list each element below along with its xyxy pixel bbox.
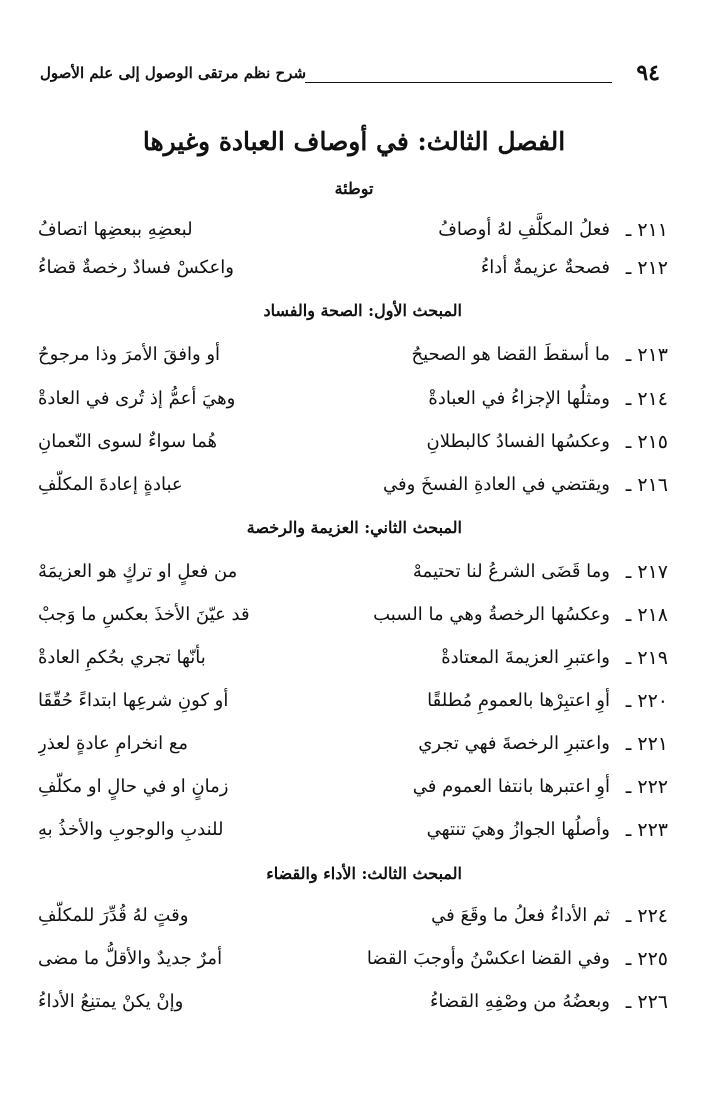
- verse-first-hemistich: وعكسُها الفسادُ كالبطلانِ: [426, 431, 610, 452]
- verse-number: ٢١٦ ـ: [625, 474, 668, 496]
- verse-row: [38, 422, 668, 462]
- verse-second-hemistich: مع انخرامِ عادةٍ لعذرِ: [38, 733, 189, 754]
- verse-row: [38, 982, 668, 1022]
- verse-second-hemistich: واعكسْ فسادٌ رخصةٌ قضاءُ: [38, 257, 234, 278]
- header-rule: [305, 82, 612, 83]
- verse-number: ٢١٥ ـ: [625, 431, 668, 453]
- verse-first-hemistich: ثم الأداءُ فعلُ ما وقَعَ في: [431, 905, 610, 926]
- verse-first-hemistich: وعكسُها الرخصةُ وهي ما السبب: [373, 604, 610, 625]
- verse-second-hemistich: وإنْ يكنْ يمتنِعُ الأداءُ: [38, 991, 184, 1012]
- verse-number: ٢١١ ـ: [625, 219, 668, 241]
- chapter-title: الفصل الثالث: في أوصاف العبادة وغيرها: [142, 127, 566, 156]
- verse-row: [38, 724, 668, 764]
- verse-first-hemistich: ومثلُها الإجزاءُ في العبادةْ: [428, 388, 610, 409]
- verse-row: [38, 465, 668, 505]
- verse-row: [38, 939, 668, 979]
- verse-number: ٢٢٣ ـ: [625, 819, 668, 841]
- verse-row: [38, 681, 668, 721]
- verse-row: [38, 595, 668, 635]
- verse-first-hemistich: وبعضُهُ من وصْفِهِ القضاءُ: [429, 991, 610, 1012]
- verse-number: ٢٢٢ ـ: [625, 776, 668, 798]
- verse-row: [38, 379, 668, 419]
- verse-second-hemistich: أمرٌ جديدٌ والأقلُّ ما مضى: [38, 948, 223, 969]
- section-title-performance: المبحث الثالث: الأداء والقضاء: [266, 864, 462, 883]
- verse-number: ٢١٣ ـ: [625, 344, 668, 366]
- verse-second-hemistich: وقتٍ لهُ قُدِّرَ للمكلّفِ: [38, 905, 189, 926]
- verse-row: [38, 810, 668, 850]
- verse-number: ٢٢٥ ـ: [625, 948, 668, 970]
- verse-second-hemistich: هُما سواءٌ لسوى النّعمانِ: [38, 431, 218, 452]
- verse-row: [38, 552, 668, 592]
- verse-row: [38, 335, 668, 375]
- verse-row: [38, 248, 668, 288]
- verse-number: ٢٢٦ ـ: [625, 991, 668, 1013]
- verse-first-hemistich: وما قَضَى الشرعُ لنا تحتيمهْ: [412, 561, 610, 582]
- running-title: شرح نظم مرتقى الوصول إلى علم الأصول: [40, 64, 307, 82]
- verse-second-hemistich: زمانٍ او في حالٍ او مكلّفِ: [38, 776, 229, 797]
- verse-second-hemistich: من فعلٍ او تركٍ هو العزيمَهْ: [38, 561, 238, 582]
- verse-number: ٢١٧ ـ: [625, 561, 668, 583]
- verse-number: ٢١٨ ـ: [625, 604, 668, 626]
- verse-number: ٢١٢ ـ: [625, 257, 668, 279]
- section-title-resolution: المبحث الثاني: العزيمة والرخصة: [246, 518, 462, 537]
- verse-first-hemistich: ما أسقطَ القضا هو الصحيحُ: [411, 344, 610, 365]
- verse-second-hemistich: قد عيّنَ الأخذَ بعكسِ ما وَجبْ: [38, 604, 250, 625]
- verse-number: ٢٢١ ـ: [625, 733, 668, 755]
- verse-second-hemistich: بأنّها تجري بحُكمِ العادةْ: [38, 647, 206, 668]
- verse-row: [38, 638, 668, 678]
- section-title-validity: المبحث الأول: الصحة والفساد: [263, 301, 462, 320]
- verse-first-hemistich: واعتبرِ الرخصةَ فهي تجري: [418, 733, 610, 754]
- verse-row: [38, 210, 668, 250]
- running-head: [40, 58, 660, 88]
- verse-first-hemistich: ويقتضي في العادةِ الفسخَ وفي: [382, 474, 610, 495]
- verse-number: ٢١٩ ـ: [625, 647, 668, 669]
- verse-second-hemistich: أو كونِ شرعِها ابتداءً حُقّقَا: [38, 690, 229, 711]
- verse-first-hemistich: وفي القضا اعكسْنُ وأوجبَ القضا: [366, 948, 610, 969]
- verse-first-hemistich: أوِ اعتبِرْها بالعمومِ مُطلقًا: [427, 690, 610, 711]
- verse-row: [38, 896, 668, 936]
- verse-first-hemistich: فعلُ المكلَّفِ لهُ أوصافُ: [438, 219, 610, 240]
- verse-number: ٢٢٠ ـ: [625, 690, 668, 712]
- verse-first-hemistich: فصحةٌ عزيمةٌ أداءُ: [480, 257, 610, 278]
- verse-second-hemistich: للندبِ والوجوبِ والأخذُ بهِ: [38, 819, 224, 840]
- verse-second-hemistich: عبادةٍ إعادةَ المكلّفِ: [38, 474, 183, 495]
- section-title-introduction: توطئة: [334, 179, 374, 198]
- verse-second-hemistich: لبعضِهِ ببعضِها اتصافُ: [38, 219, 193, 240]
- verse-row: [38, 767, 668, 807]
- verse-first-hemistich: وأصلُها الجوازُ وهيَ تنتهي: [426, 819, 610, 840]
- verse-first-hemistich: واعتبرِ العزيمةَ المعتادةْ: [441, 647, 610, 668]
- verse-number: ٢٢٤ ـ: [625, 905, 668, 927]
- page-number: ٩٤: [636, 60, 660, 86]
- verse-second-hemistich: وهيَ أعمُّ إذ تُرى في العادةْ: [38, 388, 236, 409]
- verse-first-hemistich: أوِ اعتبرها بانتفا العموم في: [412, 776, 610, 797]
- verse-second-hemistich: أو وافقَ الأمرَ وذا مرجوحُ: [38, 344, 221, 365]
- verse-number: ٢١٤ ـ: [625, 388, 668, 410]
